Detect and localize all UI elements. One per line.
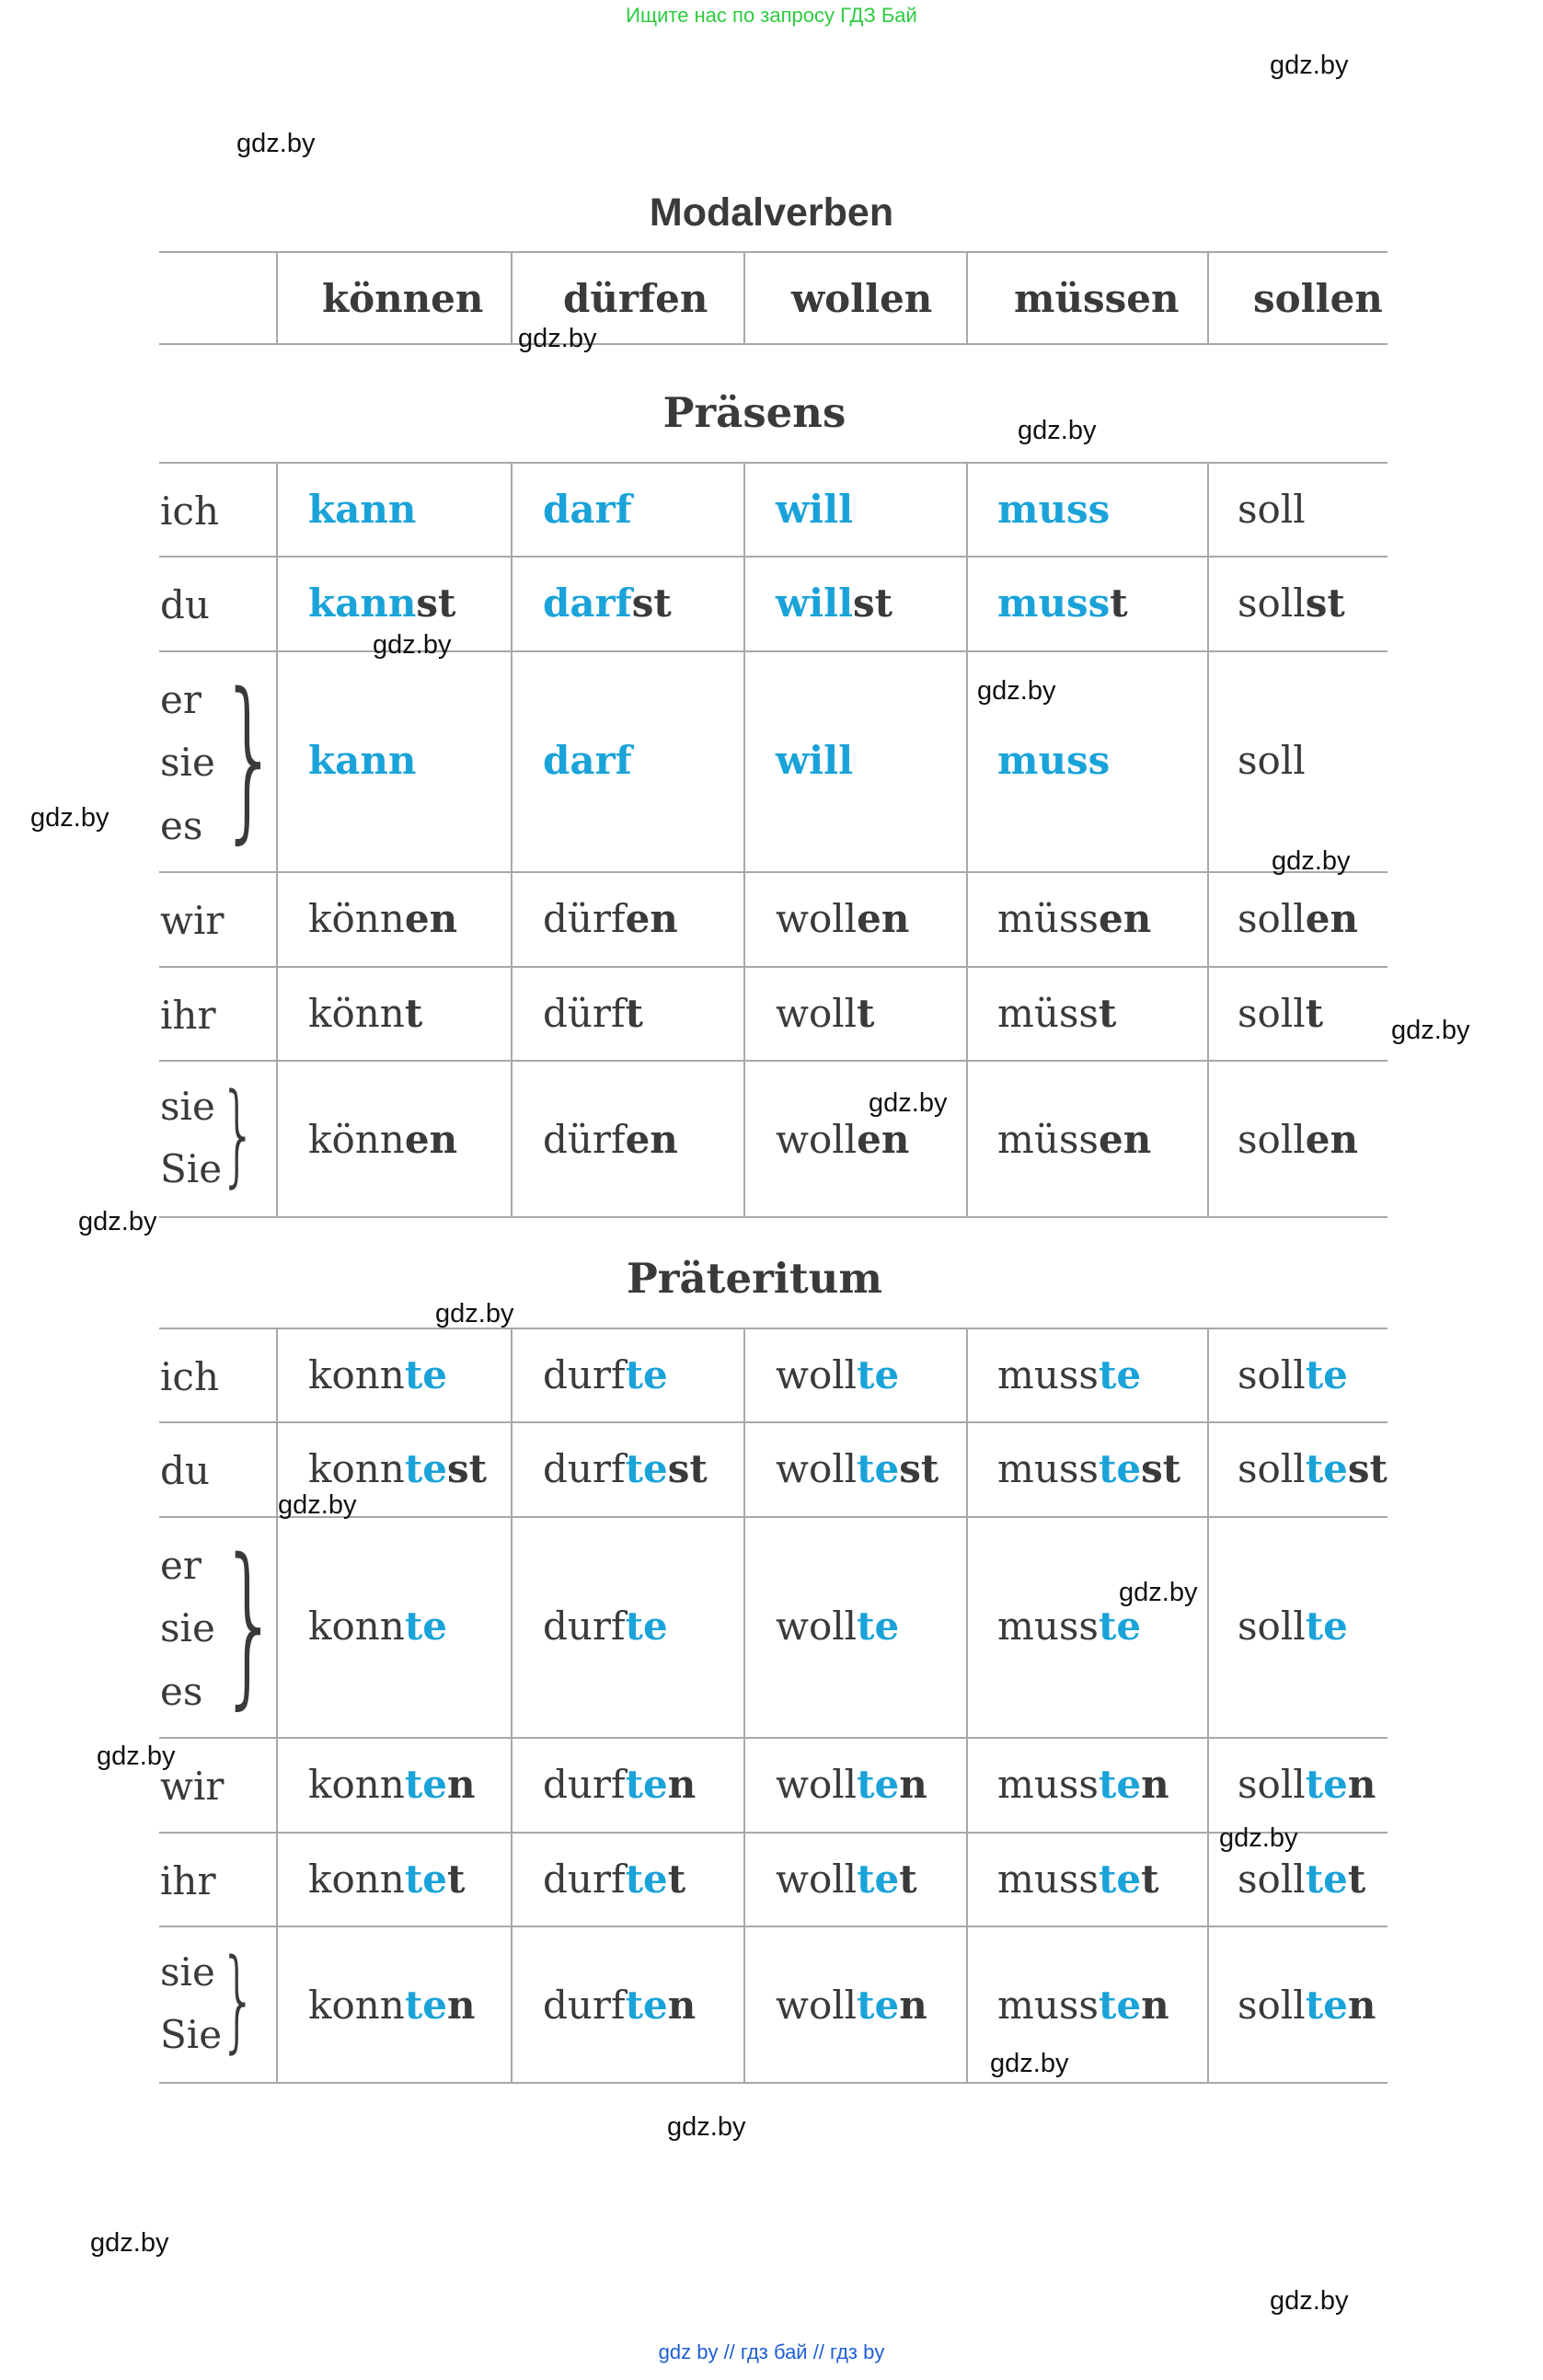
column-header-1: dürfen: [563, 276, 708, 321]
verb-stem: müss: [997, 991, 1099, 1036]
table-rule: [159, 1421, 1388, 1423]
verb-stem-highlight: darf: [543, 581, 632, 626]
praeteritum-heading: Präteritum: [626, 1254, 883, 1303]
verb-ending: en: [404, 1117, 458, 1162]
verb-form: [1238, 738, 1306, 783]
verb-ending: en: [625, 896, 678, 941]
verb-stem: woll: [776, 1604, 858, 1649]
verb-stem-highlight: kann: [308, 581, 417, 626]
verb-stem: soll: [1238, 487, 1306, 532]
pronoun-ich: ich: [160, 1354, 220, 1399]
verb-form: [776, 1117, 910, 1162]
column-header-2: wollen: [791, 276, 933, 321]
verb-ending: st: [631, 581, 672, 626]
verb-tense-marker: te: [1305, 1762, 1348, 1807]
column-divider: [743, 1328, 745, 2082]
column-divider: [1207, 251, 1209, 343]
verb-stem: woll: [776, 1352, 858, 1397]
verb-form: [776, 991, 875, 1036]
praesens-heading: Präsens: [662, 388, 846, 437]
verb-form: [997, 1446, 1181, 1491]
brace-er-sie-es: }: [219, 656, 281, 859]
verb-ending: n: [1347, 1983, 1376, 2028]
verb-form: [776, 1762, 927, 1807]
verb-stem-highlight: darf: [543, 487, 632, 532]
pronoun-ihr: ihr: [160, 1858, 216, 1903]
verb-ending: en: [625, 1117, 678, 1162]
verb-stem: konn: [308, 1352, 405, 1397]
verb-form: [1238, 1762, 1376, 1807]
verb-form: [1238, 487, 1306, 532]
watermark-text: gdz.by: [1119, 1578, 1198, 1607]
verb-stem: woll: [776, 1762, 858, 1807]
verb-ending: en: [1305, 1117, 1358, 1162]
column-header-4: sollen: [1253, 276, 1383, 321]
verb-form: [308, 1604, 447, 1649]
verb-form: [543, 991, 643, 1036]
verb-form: [308, 1983, 476, 2028]
verb-stem: soll: [1238, 1446, 1306, 1491]
verb-tense-marker: te: [1305, 1983, 1348, 2028]
verb-stem: soll: [1238, 1857, 1306, 1902]
watermark-text: gdz.by: [1391, 1016, 1470, 1045]
verb-tense-marker: te: [1098, 1983, 1142, 2028]
verb-form: [308, 1352, 447, 1397]
verb-stem: könn: [308, 1117, 405, 1162]
verb-tense-marker: te: [1305, 1604, 1348, 1649]
verb-ending: n: [1141, 1762, 1169, 1807]
verb-tense-marker: te: [625, 1604, 668, 1649]
watermark-text: gdz.by: [1270, 51, 1349, 80]
verb-ending: st: [1347, 1446, 1388, 1491]
verb-ending: st: [853, 581, 893, 626]
verb-ending: t: [899, 1857, 917, 1902]
verb-ending: st: [667, 1446, 708, 1491]
verb-form: [997, 1604, 1142, 1649]
watermark-text: gdz.by: [30, 803, 109, 833]
verb-stem-highlight: muss: [997, 581, 1111, 626]
verb-ending: en: [404, 896, 458, 941]
top-notice: Ищите нас по запросу ГДЗ Бай: [626, 4, 917, 27]
pronoun-sie: sie: [160, 740, 215, 785]
verb-stem: durf: [543, 1857, 626, 1902]
verb-form: [543, 487, 632, 532]
verb-tense-marker: te: [1098, 1604, 1142, 1649]
column-divider: [511, 251, 512, 343]
verb-stem: konn: [308, 1762, 405, 1807]
verb-stem: könn: [308, 896, 405, 941]
verb-ending: t: [446, 1857, 466, 1902]
verb-form: [776, 1352, 900, 1397]
verb-stem: soll: [1238, 1983, 1306, 2028]
column-divider: [743, 462, 745, 1216]
verb-stem: muss: [997, 1352, 1099, 1397]
verb-stem: konn: [308, 1857, 405, 1902]
verb-form: [776, 487, 854, 532]
verb-tense-marker: te: [404, 1857, 447, 1902]
table-rule: [159, 251, 1388, 253]
verb-stem: könn: [308, 991, 405, 1036]
verb-stem: konn: [308, 1604, 405, 1649]
verb-form: [308, 487, 417, 532]
pronoun-Sie: Sie: [160, 1146, 223, 1191]
watermark-text: gdz.by: [373, 630, 452, 660]
verb-stem: muss: [997, 1604, 1099, 1649]
verb-ending: n: [667, 1983, 697, 2028]
verb-stem: soll: [1238, 581, 1306, 626]
table-rule: [159, 2082, 1388, 2084]
verb-ending: n: [899, 1983, 927, 2028]
verb-tense-marker: te: [404, 1352, 447, 1397]
column-divider: [511, 462, 512, 1216]
verb-form: [543, 1604, 668, 1649]
verb-form: [308, 738, 417, 783]
table-rule: [159, 966, 1388, 968]
verb-tense-marker: te: [1098, 1446, 1142, 1491]
verb-form: [543, 896, 678, 941]
verb-form: [543, 1446, 708, 1491]
table-rule: [159, 1060, 1388, 1062]
verb-form: [543, 581, 672, 626]
pronoun-Sie: Sie: [160, 2012, 223, 2057]
verb-form: [1238, 1352, 1348, 1397]
verb-form: [1238, 991, 1324, 1036]
verb-tense-marker: te: [1098, 1762, 1142, 1807]
verb-ending: en: [857, 1117, 910, 1162]
verb-stem: soll: [1238, 896, 1306, 941]
brace-sie-Sie: }: [219, 1937, 258, 2064]
verb-form: [997, 738, 1111, 783]
watermark-text: gdz.by: [435, 1299, 514, 1328]
pronoun-er: er: [160, 1543, 202, 1588]
table-rule: [159, 1216, 1388, 1218]
pronoun-ich: ich: [160, 489, 220, 534]
watermark-text: gdz.by: [518, 324, 597, 353]
verb-ending: t: [1305, 991, 1324, 1036]
brace-sie-Sie: }: [219, 1071, 258, 1199]
verb-stem: woll: [776, 991, 858, 1036]
verb-stem: dürf: [543, 896, 626, 941]
brace-er-sie-es: }: [219, 1522, 281, 1725]
verb-form: [1238, 1117, 1358, 1162]
verb-form: [776, 1983, 927, 2028]
verb-stem: konn: [308, 1983, 405, 2028]
table-rule: [159, 871, 1388, 873]
verb-form: [543, 1762, 697, 1807]
column-divider: [1207, 462, 1209, 1216]
verb-stem: soll: [1238, 1762, 1306, 1807]
verb-form: [776, 738, 854, 783]
verb-ending: n: [899, 1762, 927, 1807]
verb-form: [308, 1446, 488, 1491]
verb-stem: dürf: [543, 1117, 626, 1162]
verb-stem: woll: [776, 896, 858, 941]
column-divider: [276, 251, 278, 343]
verb-stem: konn: [308, 1446, 405, 1491]
watermark-text: gdz.by: [869, 1088, 948, 1118]
verb-tense-marker: te: [404, 1762, 447, 1807]
verb-stem: durf: [543, 1352, 626, 1397]
verb-form: [997, 1983, 1169, 2028]
pronoun-wir: wir: [160, 898, 225, 943]
verb-tense-marker: te: [1305, 1446, 1348, 1491]
verb-tense-marker: te: [625, 1983, 668, 2028]
page-title: Modalverben: [649, 190, 894, 235]
verb-stem: müss: [997, 1117, 1099, 1162]
verb-ending: t: [625, 991, 643, 1036]
verb-tense-marker: te: [1098, 1857, 1142, 1902]
watermark-text: gdz.by: [90, 2228, 169, 2258]
pronoun-sie: sie: [160, 1605, 215, 1650]
verb-stem-highlight: will: [776, 738, 854, 783]
verb-form: [308, 1117, 458, 1162]
verb-form: [1238, 1446, 1388, 1491]
verb-tense-marker: te: [857, 1762, 900, 1807]
verb-tense-marker: te: [857, 1352, 900, 1397]
pronoun-er: er: [160, 677, 202, 722]
verb-form: [997, 487, 1111, 532]
verb-tense-marker: te: [625, 1352, 668, 1397]
verb-stem: soll: [1238, 991, 1306, 1036]
verb-ending: n: [1347, 1762, 1376, 1807]
verb-stem: durf: [543, 1604, 626, 1649]
verb-stem: soll: [1238, 738, 1306, 783]
verb-form: [997, 1857, 1159, 1902]
verb-form: [997, 896, 1152, 941]
watermark-text: gdz.by: [1272, 846, 1351, 876]
verb-form: [776, 581, 893, 626]
verb-stem: soll: [1238, 1604, 1306, 1649]
verb-ending: t: [404, 991, 423, 1036]
verb-form: [1238, 1604, 1348, 1649]
watermark-text: gdz.by: [1219, 1823, 1298, 1853]
verb-ending: t: [1141, 1857, 1159, 1902]
verb-form: [997, 1762, 1169, 1807]
verb-stem: muss: [997, 1983, 1099, 2028]
verb-form: [543, 1117, 678, 1162]
table-rule: [159, 1737, 1388, 1739]
verb-ending: n: [1141, 1983, 1169, 2028]
verb-form: [543, 1983, 697, 2028]
verb-stem: muss: [997, 1446, 1099, 1491]
verb-tense-marker: te: [1305, 1857, 1348, 1902]
pronoun-es: es: [160, 803, 203, 848]
verb-form: [997, 581, 1128, 626]
verb-ending: st: [899, 1446, 939, 1491]
verb-stem-highlight: kann: [308, 487, 417, 532]
verb-tense-marker: te: [1305, 1352, 1348, 1397]
verb-ending: t: [1110, 581, 1128, 626]
verb-tense-marker: te: [404, 1446, 447, 1491]
verb-stem: soll: [1238, 1117, 1306, 1162]
pronoun-wir: wir: [160, 1764, 225, 1809]
verb-tense-marker: te: [857, 1983, 900, 2028]
verb-ending: t: [1347, 1857, 1366, 1902]
verb-tense-marker: te: [857, 1604, 900, 1649]
pronoun-du: du: [160, 582, 210, 627]
pronoun-ihr: ihr: [160, 993, 216, 1038]
pronoun-sie-plural: sie: [160, 1949, 215, 1995]
table-rule: [159, 1328, 1388, 1329]
table-rule: [159, 1832, 1388, 1834]
verb-form: [776, 1857, 917, 1902]
verb-form: [1238, 581, 1345, 626]
verb-ending: st: [416, 581, 456, 626]
column-divider: [1207, 1328, 1209, 2082]
verb-form: [308, 896, 458, 941]
verb-stem-highlight: muss: [997, 487, 1111, 532]
verb-form: [997, 991, 1117, 1036]
verb-tense-marker: te: [1098, 1352, 1142, 1397]
verb-stem: muss: [997, 1762, 1099, 1807]
watermark-text: gdz.by: [236, 129, 316, 158]
column-divider: [966, 251, 968, 343]
watermark-text: gdz.by: [1018, 416, 1097, 445]
verb-stem: durf: [543, 1983, 626, 2028]
verb-stem: woll: [776, 1446, 858, 1491]
verb-stem-highlight: darf: [543, 738, 632, 783]
verb-stem: muss: [997, 1857, 1099, 1902]
verb-form: [308, 1857, 466, 1902]
verb-stem: durf: [543, 1446, 626, 1491]
verb-ending: n: [446, 1762, 476, 1807]
verb-form: [543, 738, 632, 783]
verb-tense-marker: te: [625, 1446, 668, 1491]
verb-stem-highlight: kann: [308, 738, 417, 783]
verb-ending: st: [1141, 1446, 1181, 1491]
pronoun-du: du: [160, 1448, 210, 1493]
pronoun-sie-plural: sie: [160, 1084, 215, 1129]
verb-stem: durf: [543, 1762, 626, 1807]
verb-stem: woll: [776, 1117, 858, 1162]
watermark-text: gdz.by: [278, 1490, 357, 1520]
column-header-0: können: [322, 276, 484, 321]
verb-form: [1238, 1857, 1366, 1902]
verb-ending: n: [446, 1983, 476, 2028]
verb-stem: soll: [1238, 1352, 1306, 1397]
verb-form: [776, 1604, 900, 1649]
verb-form: [308, 1762, 476, 1807]
verb-stem: woll: [776, 1983, 858, 2028]
footer-links[interactable]: gdz by // гдз бай // гдз by: [658, 2340, 885, 2363]
verb-ending: t: [857, 991, 875, 1036]
verb-tense-marker: te: [404, 1604, 447, 1649]
watermark-text: gdz.by: [97, 1742, 176, 1771]
verb-ending: en: [1098, 896, 1152, 941]
verb-form: [776, 896, 910, 941]
verb-ending: en: [1305, 896, 1358, 941]
verb-form: [543, 1352, 668, 1397]
verb-stem-highlight: muss: [997, 738, 1111, 783]
verb-tense-marker: te: [625, 1857, 668, 1902]
verb-tense-marker: te: [857, 1446, 900, 1491]
column-header-3: müssen: [1014, 276, 1180, 321]
verb-ending: en: [1098, 1117, 1152, 1162]
table-rule: [159, 462, 1388, 464]
verb-form: [776, 1446, 939, 1491]
verb-form: [997, 1117, 1152, 1162]
verb-tense-marker: te: [404, 1983, 447, 2028]
watermark-text: gdz.by: [78, 1207, 157, 1236]
verb-ending: n: [667, 1762, 697, 1807]
column-divider: [743, 251, 745, 343]
column-divider: [966, 1328, 968, 2082]
verb-stem-highlight: will: [776, 581, 854, 626]
table-rule: [159, 556, 1388, 558]
watermark-text: gdz.by: [1270, 2286, 1349, 2316]
watermark-text: gdz.by: [667, 2112, 746, 2142]
column-divider: [511, 1328, 512, 2082]
verb-ending: en: [857, 896, 910, 941]
verb-form: [308, 991, 423, 1036]
verb-stem: woll: [776, 1857, 858, 1902]
table-rule: [159, 343, 1388, 345]
verb-ending: st: [446, 1446, 488, 1491]
watermark-text: gdz.by: [990, 2049, 1069, 2078]
verb-form: [543, 1857, 686, 1902]
watermark-text: gdz.by: [977, 676, 1056, 706]
verb-tense-marker: te: [857, 1857, 900, 1902]
verb-ending: st: [1305, 581, 1345, 626]
verb-tense-marker: te: [625, 1762, 668, 1807]
verb-stem: müss: [997, 896, 1099, 941]
verb-stem: dürf: [543, 991, 626, 1036]
verb-form: [997, 1352, 1142, 1397]
verb-form: [308, 581, 456, 626]
verb-stem-highlight: will: [776, 487, 854, 532]
table-rule: [159, 1926, 1388, 1927]
verb-form: [1238, 896, 1358, 941]
table-rule: [159, 650, 1388, 652]
verb-form: [1238, 1983, 1376, 2028]
column-divider: [966, 462, 968, 1216]
pronoun-es: es: [160, 1669, 203, 1714]
verb-ending: t: [667, 1857, 686, 1902]
verb-ending: t: [1098, 991, 1117, 1036]
